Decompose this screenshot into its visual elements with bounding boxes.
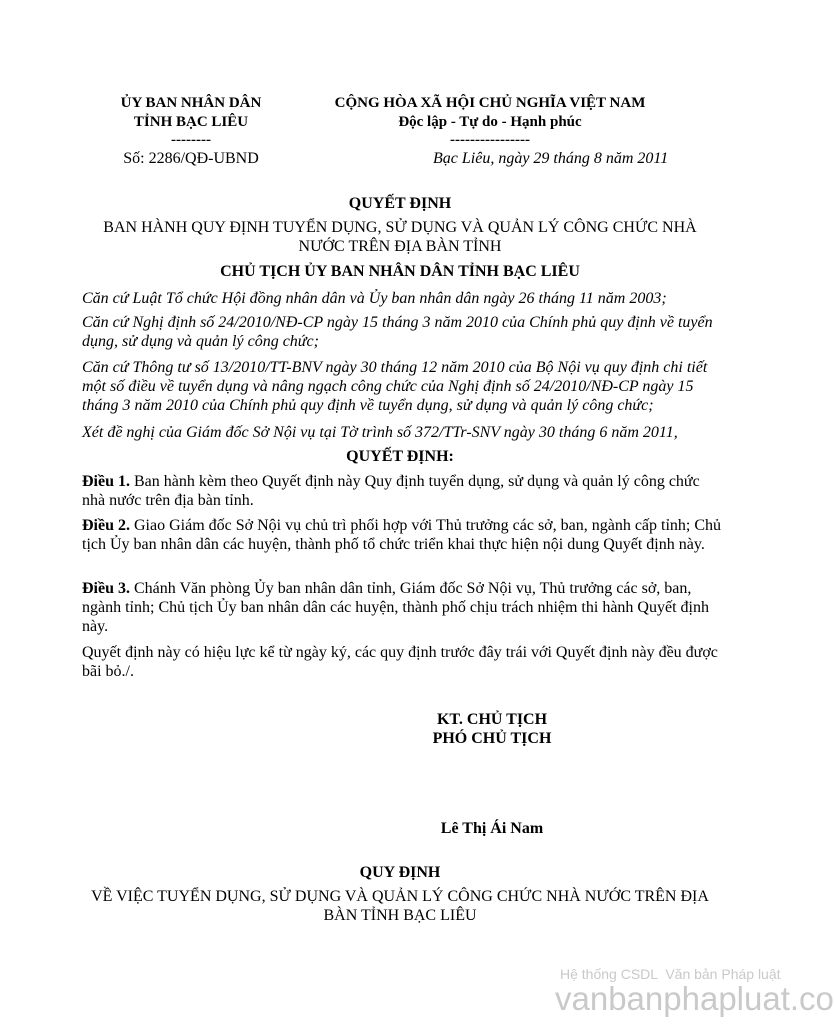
national-title: CỘNG HÒA XÃ HỘI CHỦ NGHĨA VIỆT NAM — [334, 95, 646, 111]
legal-basis-4: Xét đề nghị của Giám đốc Sở Nội vụ tại Tờ trình số 372/TTr-SNV ngày 30 tháng 6 năm 2011, — [82, 424, 678, 441]
signature-title-line1: KT. CHỦ TỊCH — [436, 711, 548, 728]
motto-separator: ---------------- — [450, 132, 530, 148]
signature-title-line2: PHÓ CHỦ TỊCH — [432, 730, 552, 747]
article-2-text: Giao Giám đốc Sở Nội vụ chủ trì phối hợp với Thủ trưởng các sở, ban, ngành cấp tỉnh; Chủ tịch Ủy ban nhân dân các huyện, thành phố tổ chức triển khai thực hiện nội dung Quyết định này. — [82, 517, 722, 553]
agency-separator: -------- — [171, 132, 211, 148]
watermark-caption: Hệ thống CSDL Văn bản Pháp luật — [560, 966, 781, 982]
regulation-subject-line2: BÀN TỈNH BẠC LIÊU — [323, 907, 477, 924]
place-date: Bạc Liêu, ngày 29 tháng 8 năm 2011 — [433, 150, 669, 167]
article-3-label: Điều 3. — [82, 580, 130, 597]
effect-clause: Quyết định này có hiệu lực kể từ ngày ký, các quy định trước đây trái với Quyết định này đều được bãi bỏ./. — [82, 644, 718, 680]
issuing-agency-line1: ỦY BAN NHÂN DÂN — [120, 95, 262, 111]
decision-authority: CHỦ TỊCH ỦY BAN NHÂN DÂN TỈNH BẠC LIÊU — [220, 263, 580, 280]
article-1 — [82, 472, 722, 510]
article-2-label: Điều 2. — [82, 517, 130, 534]
document-number: Số: 2286/QĐ-UBND — [123, 150, 259, 167]
watermark-domain: vanbanphapluat.co — [555, 980, 834, 1017]
signer-name: Lê Thị Ái Nam — [440, 820, 544, 837]
issuing-agency-line2: TỈNH BẠC LIÊU — [133, 114, 249, 130]
article-3 — [82, 579, 722, 636]
article-1-text: Ban hành kèm theo Quyết định này Quy định tuyển dụng, sử dụng và quản lý công chức nhà nước trên địa bàn tỉnh. — [82, 473, 700, 509]
regulation-title: QUY ĐỊNH — [359, 864, 441, 881]
decision-title: QUYẾT ĐỊNH — [348, 195, 452, 212]
legal-basis-2: Căn cứ Nghị định số 24/2010/NĐ-CP ngày 15 tháng 3 năm 2010 của Chính phủ quy định về tuyển dụng, sử dụng và quản lý công chức; — [82, 314, 713, 350]
regulation-subject-line1: VỀ VIỆC TUYỂN DỤNG, SỬ DỤNG VÀ QUẢN LÝ CÔNG CHỨC NHÀ NƯỚC TRÊN ĐỊA — [91, 888, 709, 905]
national-motto: Độc lập - Tự do - Hạnh phúc — [398, 114, 582, 130]
article-3-text: Chánh Văn phòng Ủy ban nhân dân tỉnh, Giám đốc Sở Nội vụ, Thủ trưởng các sở, ban, ngành tỉnh; Chủ tịch Ủy ban nhân dân các huyện, thành phố chịu trách nhiệm thi hành Quyết định này. — [82, 580, 709, 635]
legal-basis-1: Căn cứ Luật Tổ chức Hội đồng nhân dân và Ủy ban nhân dân ngày 26 tháng 11 năm 2003; — [82, 290, 667, 307]
decision-subject-line1: BAN HÀNH QUY ĐỊNH TUYỂN DỤNG, SỬ DỤNG VÀ QUẢN LÝ CÔNG CHỨC NHÀ — [103, 219, 697, 236]
legal-basis-3: Căn cứ Thông tư số 13/2010/TT-BNV ngày 30 tháng 12 năm 2010 của Bộ Nội vụ quy định chi tiết một số điều về tuyển dụng và nâng ngạch công chức của Nghị định số 24/2010/NĐ-CP ngày 15 tháng 3 năm 2010 của Chính phủ quy định về tuyển dụng, sử dụng và quản lý công chức; — [82, 359, 708, 414]
decides-heading: QUYẾT ĐỊNH: — [346, 448, 454, 465]
article-2 — [82, 516, 722, 554]
article-1-label: Điều 1. — [82, 473, 130, 490]
decision-subject-line2: NƯỚC TRÊN ĐỊA BÀN TỈNH — [298, 238, 502, 255]
